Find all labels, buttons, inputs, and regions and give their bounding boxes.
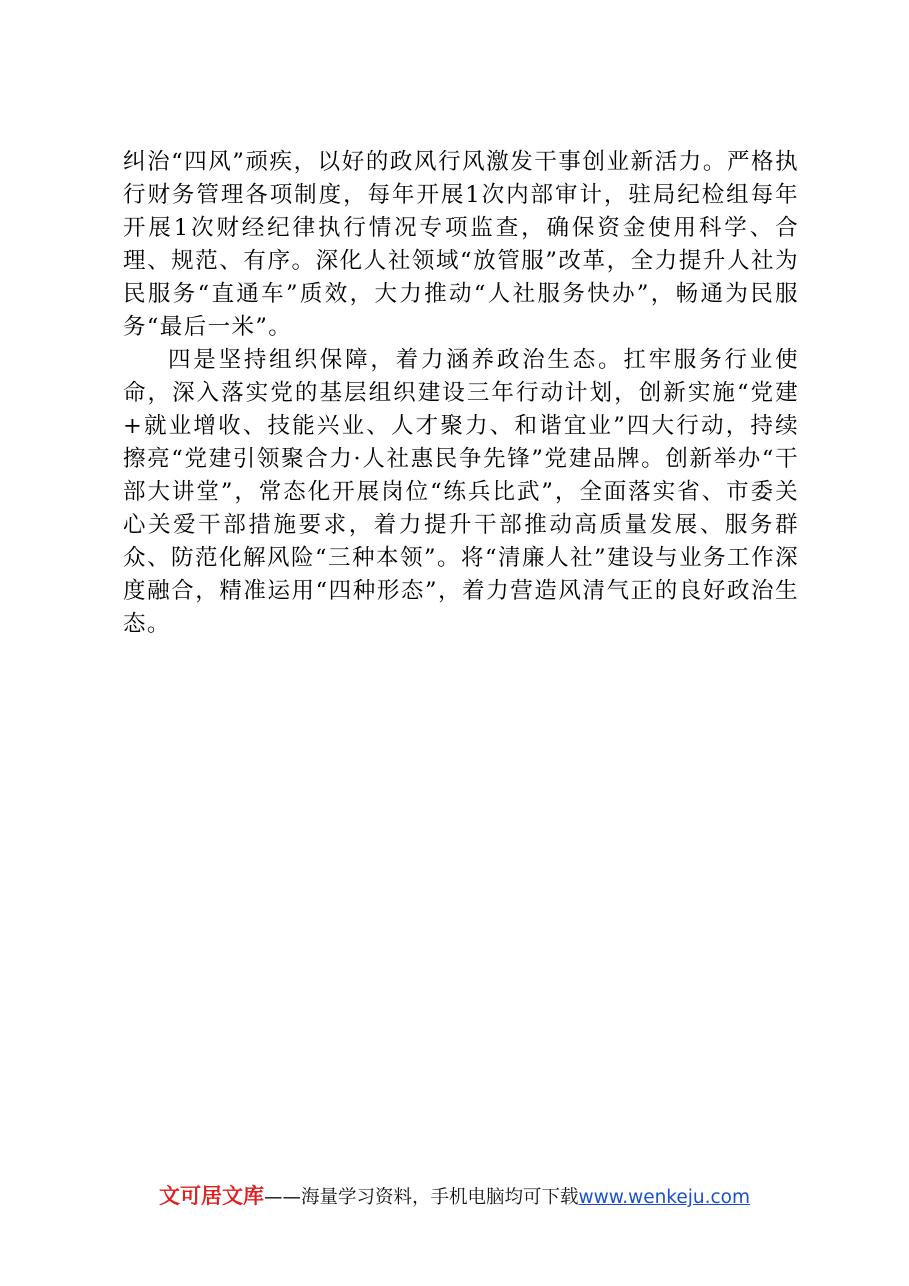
document-body — [123, 146, 799, 641]
website-link[interactable]: www.wenkeju.com — [578, 1187, 751, 1208]
footer-banner — [0, 1183, 909, 1211]
footer-slogan: ——海量学习资料，手机电脑均可下载 — [263, 1187, 579, 1208]
paragraph-continued: 纠治“四风”顽疾，以好的政风行风激发干事创业新活力。严格执行财务管理各项制度，每年开展1次内部审计，驻局纪检组每年开展1次财经纪律执行情况专项监查，确保资金使用科学、合理、规范、有序。深化人社领域“放管服”改革，全力提升人社为民服务“直通车”质效，大力推动“人社服务快办”，畅通为民服务“最后一米”。 — [123, 149, 799, 340]
paragraph-section-four: 四是坚持组织保障，着力涵养政治生态。扛牢服务行业使命，深入落实党的基层组织建设三年行动计划，创新实施“党建+就业增收、技能兴业、人才聚力、和谐宜业”四大行动，持续擦亮“党建引领聚合力·人社惠民争先锋”党建品牌。创新举办“干部大讲堂”，常态化开展岗位“练兵比武”，全面落实省、市委关心关爱干部措施要求，着力提升干部推动高质量发展、服务群众、防范化解风险“三种本领”。将“清廉人社”建设与业务工作深度融合，精准运用“四种形态”，着力营造风清气正的良好政治生态。 — [123, 347, 799, 637]
brand-name: 文可居文库 — [158, 1184, 264, 1208]
